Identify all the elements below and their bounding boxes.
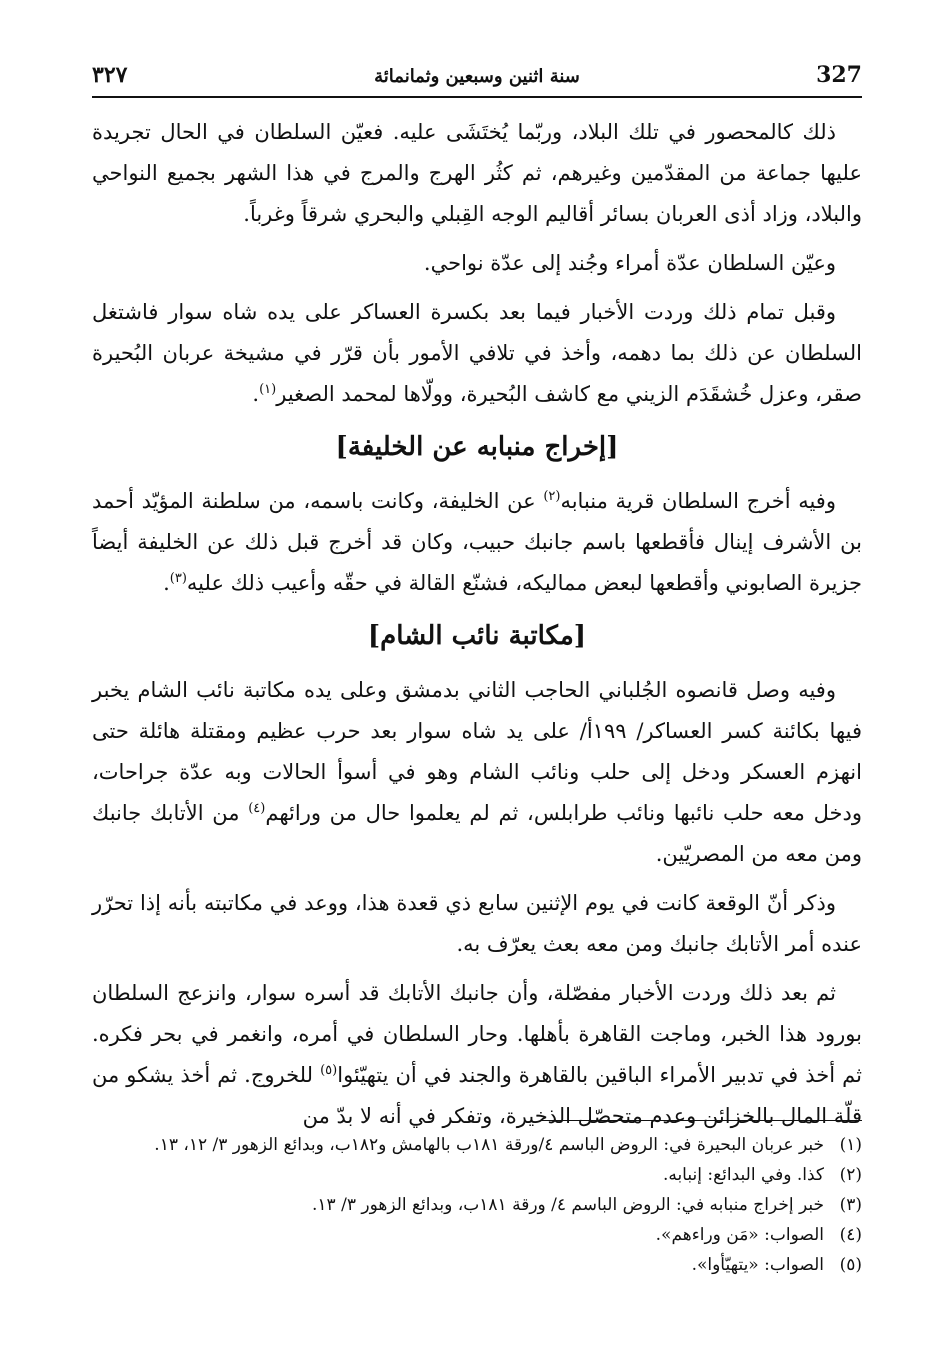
running-title: سنة اثنين وسبعين وثمانمائة (374, 66, 580, 87)
footnote-text: خبر عربان البحيرة في: الروض الباسم ٤/ورقة ١٨١ب بالهامش و١٨٢ب، وبدائع الزهور ٣/ ١٢، ١٣. (154, 1135, 824, 1155)
footnote-marker: (٣) (169, 571, 187, 586)
section-heading: [إخراج منبابه عن الخليفة] (335, 432, 619, 462)
paragraph-text: وعيّن السلطان عدّة أمراء وجُند إلى عدّة نواحي. (423, 251, 836, 275)
footnote-number: (١) (839, 1135, 862, 1155)
footnote-number: (٢) (839, 1165, 862, 1185)
section-heading: [مكاتبة نائب الشام] (367, 621, 587, 651)
paragraph-text: وفيه أخرج السلطان قرية منبابه (560, 489, 836, 513)
footnote-text: كذا. وفي البدائع: إنبابه. (662, 1165, 824, 1185)
paragraph (92, 292, 862, 415)
paragraph (92, 243, 862, 284)
footnote (92, 1130, 862, 1160)
page-number-latin: 327 (816, 62, 862, 88)
main-text (92, 112, 862, 1145)
footnotes (92, 1130, 862, 1280)
footnote-text: خبر إخراج منبابه في: الروض الباسم ٤/ ورقة ١٨١ب، وبدائع الزهور ٣/ ١٣. (312, 1195, 824, 1215)
paragraph-text: من الأتابك جانبك ومن معه من المصريّين. (92, 801, 862, 866)
footnote-marker: (٢) (543, 489, 561, 504)
paragraph-text: وقبل تمام ذلك وردت الأخبار فيما بعد بكسرة العساكر على يده شاه سوار فاشتغل السلطان عن ذلك بما دهمه، وأخذ في تلافي الأمور بأن قرّر في مشيخة عربان البُحيرة صقر، وعزل خُشقَدَم الزيني مع كاشف البُحيرة، وولّاها لمحمد الصغير (92, 300, 862, 406)
paragraph-text: للخروج. ثم أخذ يشكو من قلّة المال بالخزائن وعدم متحصّل الذخيرة، وتفكر في أنه لا بدّ من (92, 1063, 862, 1128)
paragraph-text: ثم بعد ذلك وردت الأخبار مفصّلة، وأن جانبك الأتابك قد أسره سوار، وانزعج السلطان بورود هذا الخبر، وماجت القاهرة بأهلها. وحار السلطان في أمره، وانغمر في بحر فكره. ثم أخذ في تدبير الأمراء الباقين بالقاهرة والجند في أن يتهيّئوا (92, 981, 862, 1087)
footnote-text: الصواب: «مَن وراءهم». (655, 1225, 824, 1245)
footnote-separator (540, 1120, 862, 1121)
footnote (92, 1220, 862, 1250)
paragraph-text: . (163, 571, 170, 595)
paragraph-text: ذلك كالمحصور في تلك البلاد، وربّما يُختَشَى عليه. فعيّن السلطان في الحال تجريدة عليها جماعة من المقدّمين وغيرهم، ثم كثُر الهرج والمرج في هذا الشهر بجميع النواحي والبلاد، وزاد أذى العربان بسائر أقاليم الوجه القِبلي والبحري شرقاً وغرباً. (92, 120, 862, 226)
footnote (92, 1190, 862, 1220)
footnote (92, 1160, 862, 1190)
paragraph (92, 112, 862, 235)
footnote-text: الصواب: «يتهيّأوا». (691, 1255, 824, 1275)
page-header (92, 60, 862, 98)
paragraph-text: وفيه وصل قانصوه الجُلباني الحاجب الثاني بدمشق وعلى يده مكاتبة نائب الشام يخبر فيها بكائنة كسر العساكر/ ١٩٩أ/ على يد شاه سوار بعد حرب عظيم ومقتلة هائلة حتى انهزم العسكر ودخل إلى حلب ونائب الشام وهو في أسوأ الحالات وبه عدّة جراحات، ودخل معه حلب نائبها ونائب طرابلس، ثم لم يعلموا حال من ورائهم (92, 678, 862, 825)
footnote-marker: (١) (259, 382, 277, 397)
footnote-number: (٤) (839, 1225, 862, 1245)
paragraph (92, 670, 862, 875)
footnote-number: (٣) (839, 1195, 862, 1215)
footnote-number: (٥) (839, 1255, 862, 1275)
paragraph (92, 481, 862, 604)
paragraph (92, 883, 862, 965)
footnote (92, 1250, 862, 1280)
paragraph-text: وذكر أنّ الوقعة كانت في يوم الإثنين سابع ذي قعدة هذا، ووعد في مكاتبته بأنه إذا تحرّر عنده أمر الأتابك جانبك ومن معه بعث يعرّف به. (92, 891, 862, 956)
page-number-arabic: ٣٢٧ (92, 62, 128, 88)
footnote-marker: (٤) (248, 801, 266, 816)
footnote-marker: (٥) (320, 1063, 338, 1078)
paragraph-text: . (252, 382, 260, 406)
paragraph (92, 973, 862, 1137)
paragraph-text: عن الخليفة، وكانت باسمه، من سلطنة المؤيّد أحمد بن الأشرف إينال فأقطعها باسم جانبك حبيب، وكان قد أخرج قبل ذلك عن الخليفة أيضاً جزيرة الصابوني وأقطعها لبعض مماليكه، فشنّع القالة في حقّه وأعيب ذلك عليه (92, 489, 862, 595)
